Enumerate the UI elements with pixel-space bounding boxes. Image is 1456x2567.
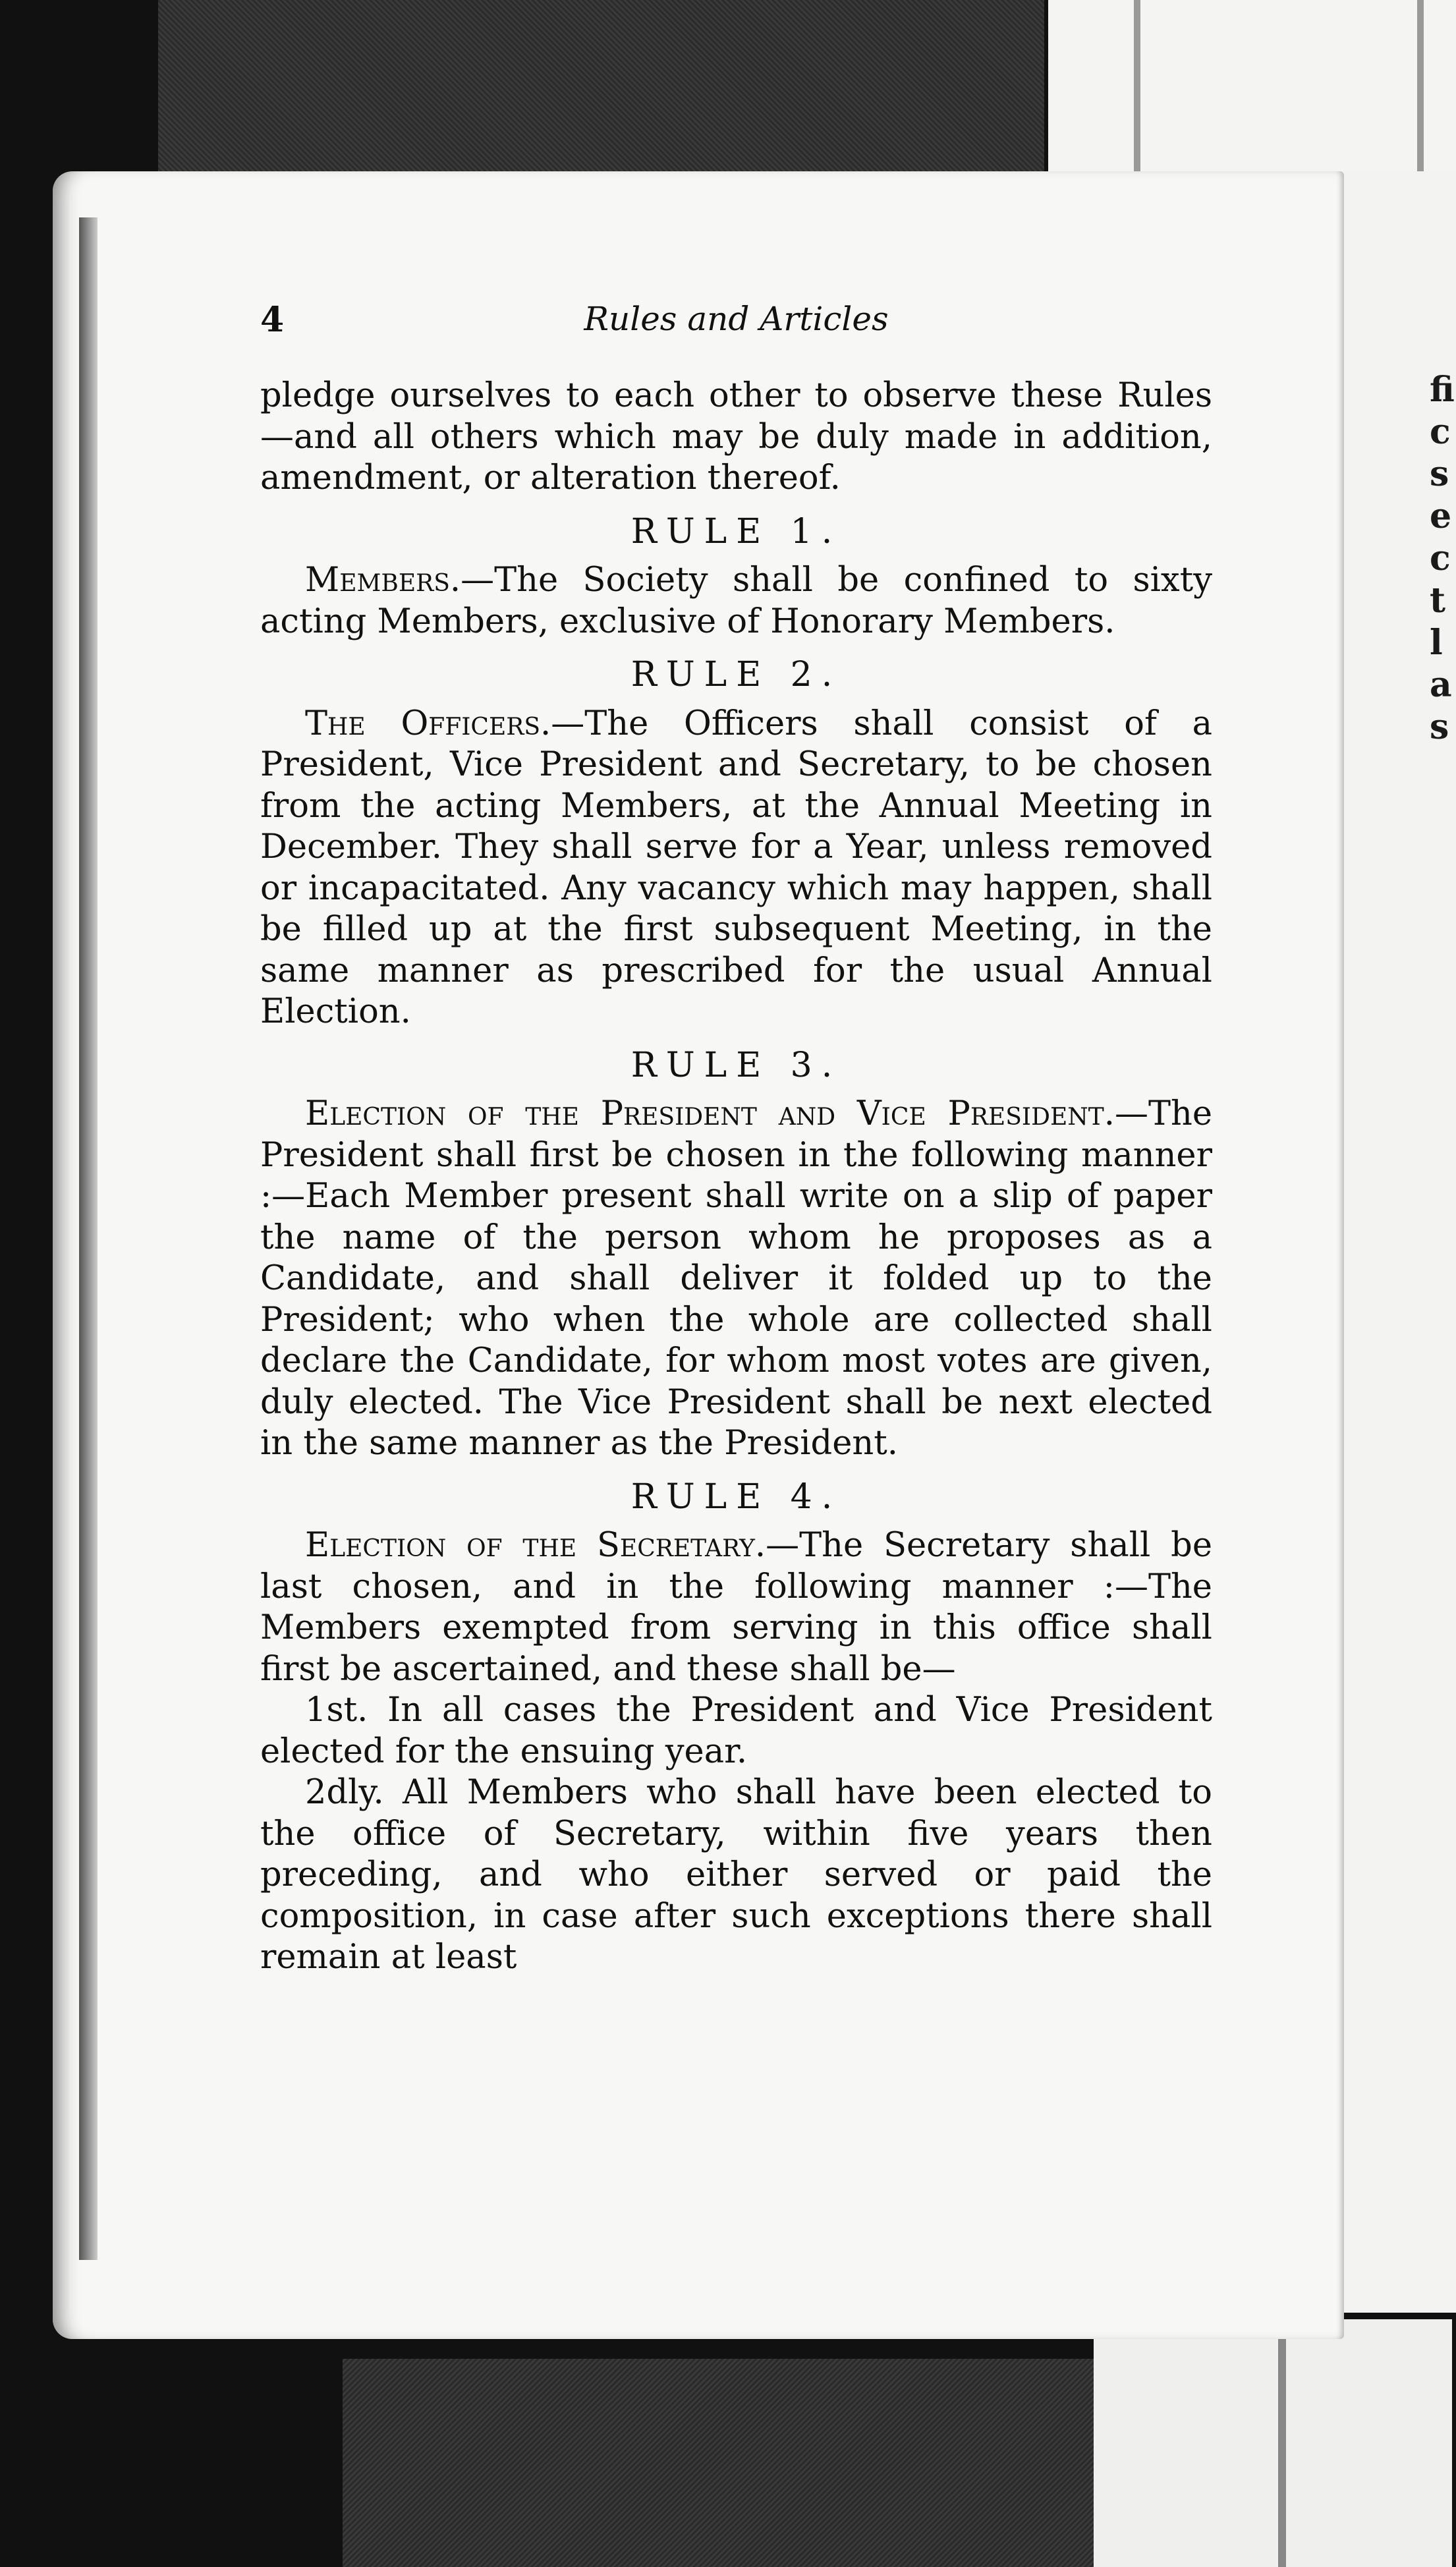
next-page-text-fragments — [1430, 369, 1455, 748]
rule-text: —The Secretary shall be last chosen, and in the following manner :—The Members exempted from serving in this office shall first be ascertained, and these shall be— — [260, 1526, 1213, 1689]
rule-heading: RULE 2. — [630, 655, 842, 694]
page-fold-line — [1134, 0, 1140, 178]
rule-paragraph — [260, 560, 1212, 642]
rule-title: Election of the Secretary. — [305, 1526, 766, 1565]
page-fold-line — [1278, 2319, 1286, 2567]
next-page-fragment: c — [1430, 412, 1451, 452]
rule-heading: RULE 1. — [630, 511, 842, 551]
rule-title: Election of the President and Vice President. — [305, 1094, 1115, 1133]
next-page-fragment: c — [1430, 538, 1451, 578]
scanner-background-top — [158, 0, 1048, 178]
intro-paragraph: pledge ourselves to each other to observe these Rules—and all others which may be duly made in addition, amendment, or alteration thereof. — [260, 376, 1212, 497]
next-page-fragment: fi — [1430, 370, 1455, 410]
rule-text: —The Officers shall consist of a President, Vice President and Secretary, to be chosen from the acting Members, at the Annual Meeting in December. They shall serve for a Year, unless removed or incapacitated. Any vacancy which may happen, shall be filled up at the first subsequent Meeting, in the same manner as prescribed for the usual Annual Election. — [260, 704, 1212, 1031]
rule-paragraph — [260, 704, 1212, 1033]
rule-paragraph — [260, 1525, 1212, 1690]
next-page-top-edge — [1044, 0, 1456, 178]
rule-list-item: 1st. In all cases the President and Vice President elected for the ensuing year. — [260, 1691, 1212, 1771]
page-header — [260, 300, 1212, 346]
next-page-fragment: a — [1430, 665, 1452, 705]
next-page-fragment: s — [1430, 707, 1449, 747]
running-title: Rules and Articles — [584, 300, 889, 338]
page-number: 4 — [260, 300, 285, 340]
next-page-fragment: s — [1430, 454, 1449, 494]
page-fold-line — [1417, 0, 1424, 178]
rule-title: Members. — [305, 561, 461, 600]
rule-heading: RULE 4. — [630, 1477, 842, 1517]
page-body — [260, 376, 1212, 1979]
next-page-fragment: e — [1430, 496, 1452, 536]
rule-title: The Officers. — [305, 704, 551, 743]
rule-paragraph — [260, 1094, 1212, 1465]
next-page-bottom-edge — [1094, 2319, 1452, 2567]
next-page-fragment: t — [1430, 580, 1446, 621]
scanner-background-bottom — [343, 2359, 1100, 2567]
next-page-fragment: l — [1430, 623, 1443, 663]
rule-heading: RULE 3. — [630, 1045, 842, 1085]
page-binding-edge — [79, 217, 98, 2260]
rule-list-item: 2dly. All Members who shall have been elected to the office of Secretary, within five years then preceding, and who either served or paid the composition, in case after such exceptions there shall remain at least — [260, 1773, 1212, 1977]
rule-text: —The President shall first be chosen in the following manner :—Each Member present shall write on a slip of paper the name of the person whom he proposes as a Candidate, and shall deliver it folded up to the President; who when the whole are collected shall declare the Candidate, for whom most votes are given, duly elected. The Vice President shall be next elected in the same manner as the President. — [260, 1094, 1212, 1463]
rule-text: —The Society shall be confined to sixty acting Members, exclusive of Honorary Members. — [260, 561, 1212, 641]
